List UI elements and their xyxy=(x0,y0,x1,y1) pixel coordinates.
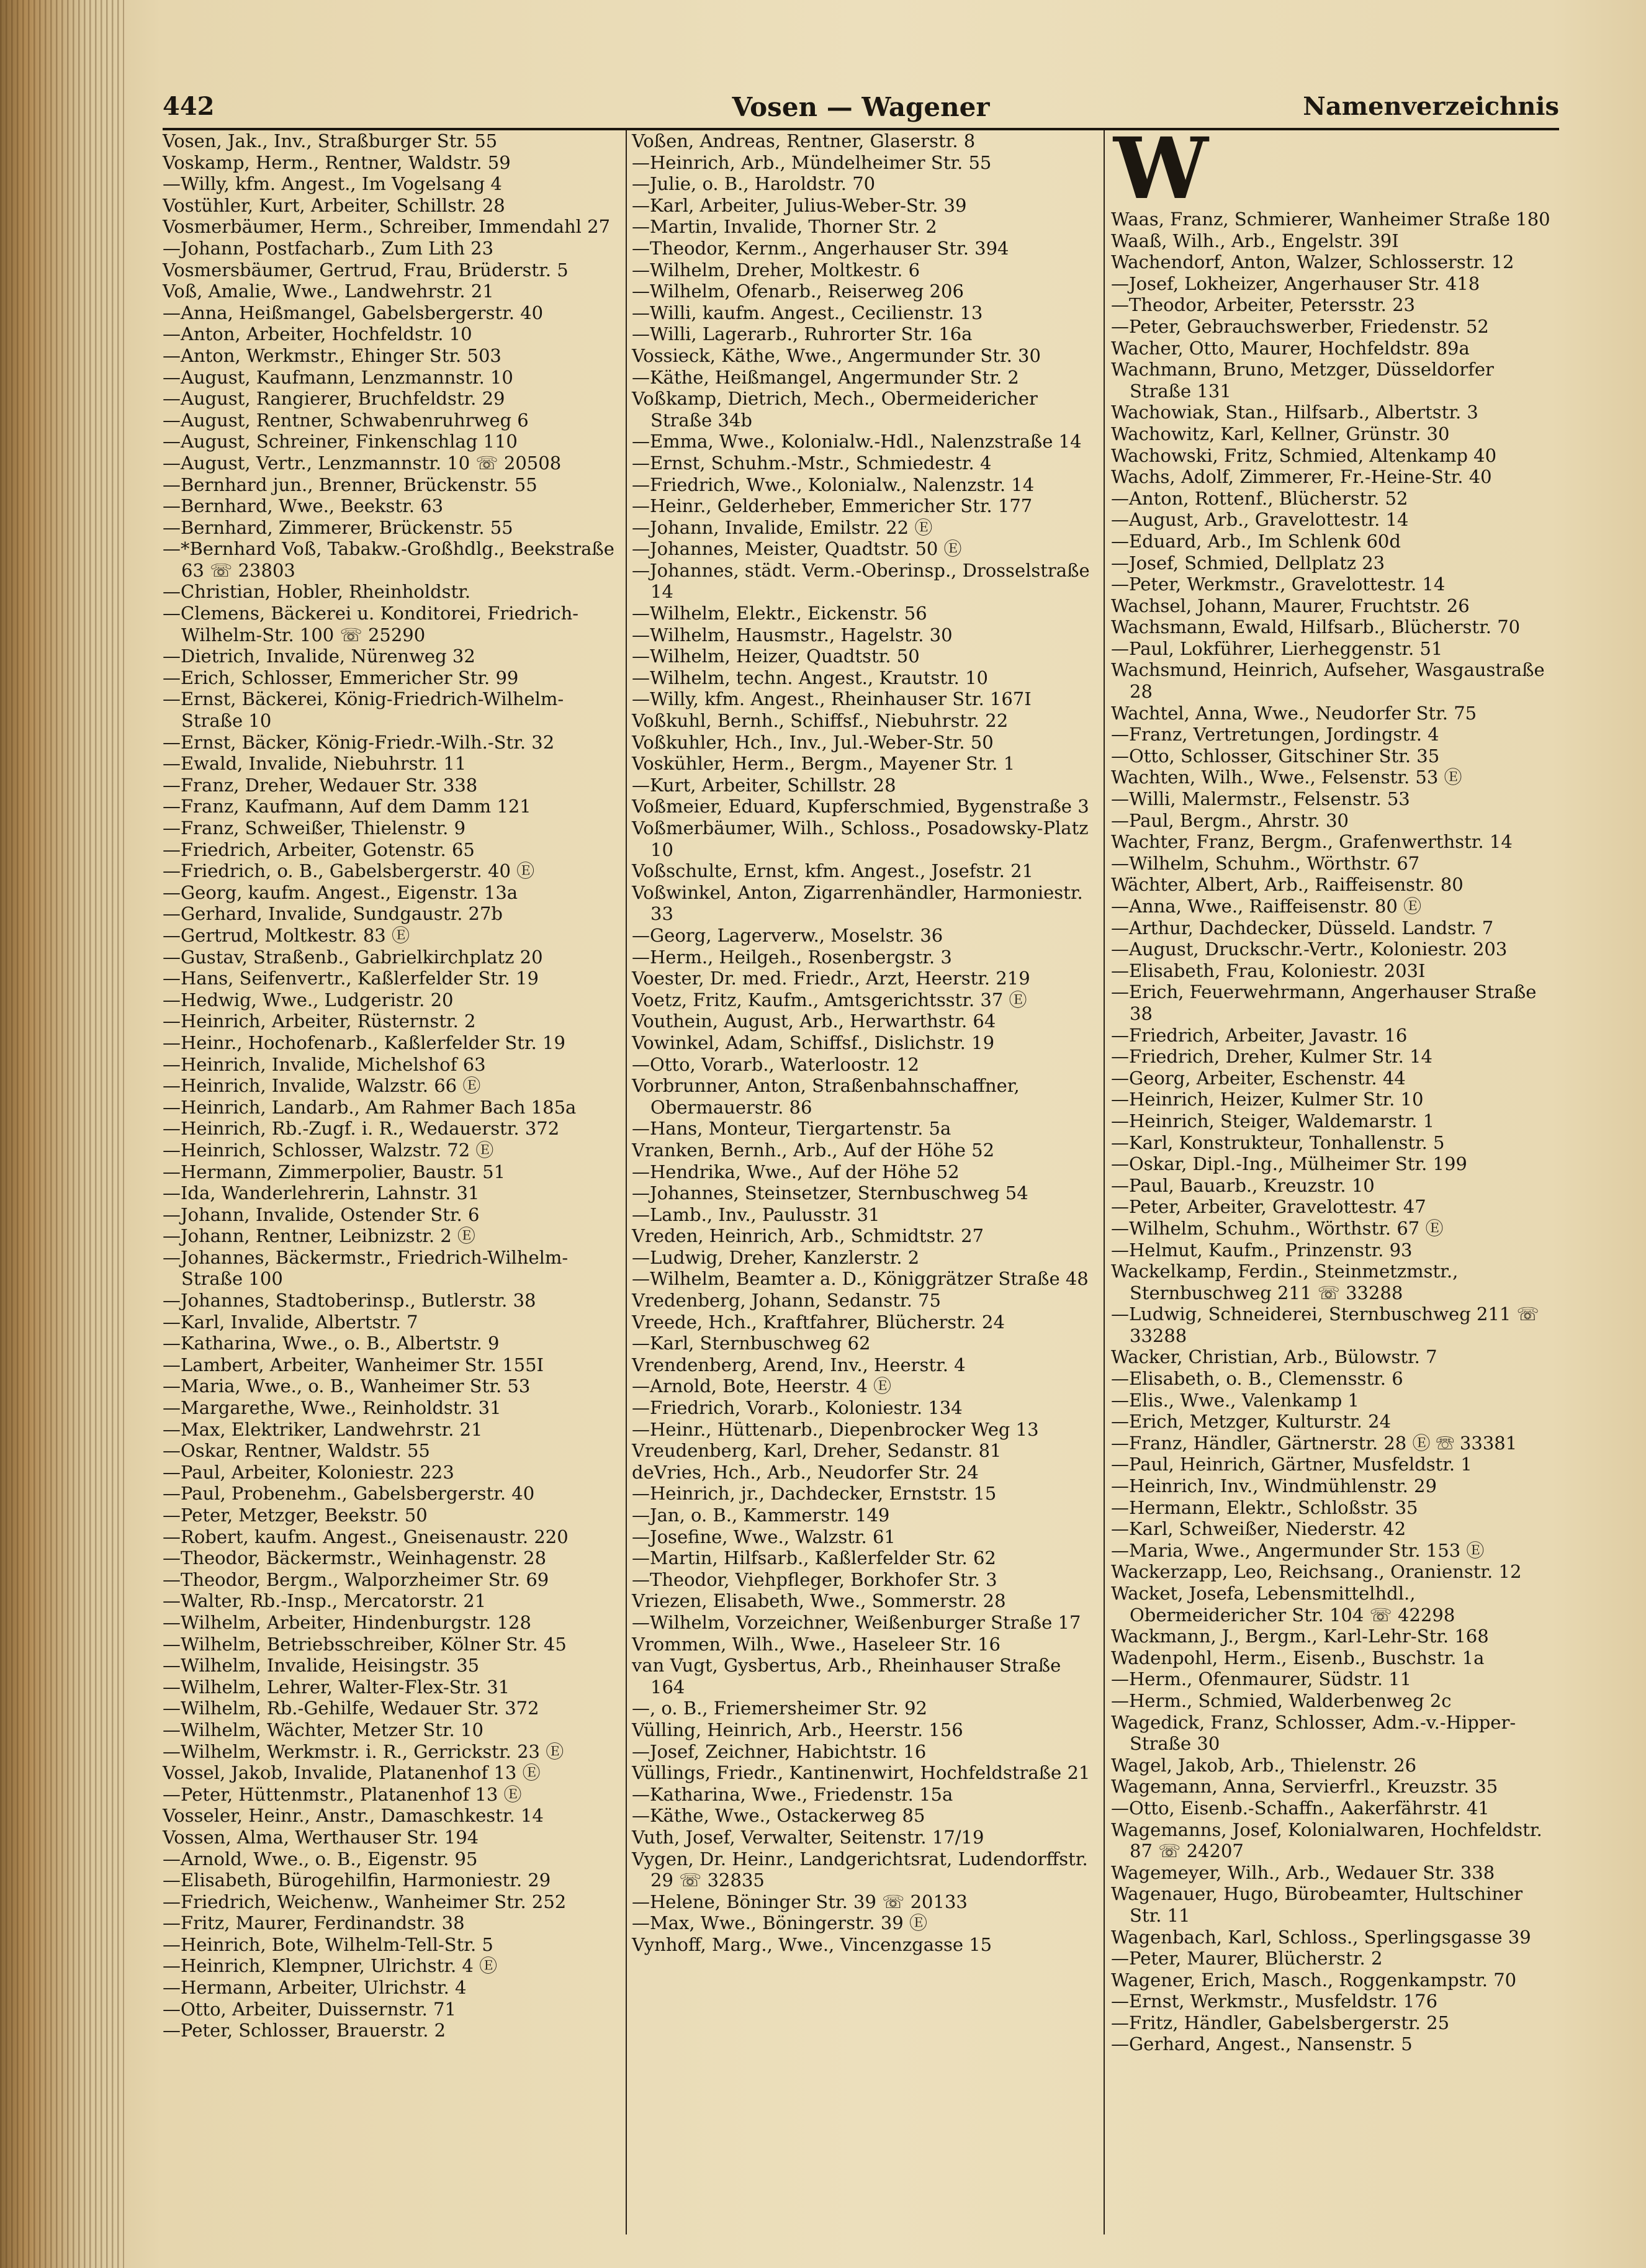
directory-entry: —Theodor, Viehpfleger, Borkhofer Str. 3 xyxy=(632,1568,997,1590)
directory-entry: —Herm., Ofenmaurer, Südstr. 11 xyxy=(1111,1668,1412,1690)
directory-entry: —Willy, kfm. Angest., Rheinhauser Str. 167I xyxy=(632,688,1032,710)
directory-entry: —Otto, Schlosser, Gitschiner Str. 35 xyxy=(1111,745,1440,767)
directory-entry: —Julie, o. B., Haroldstr. 70 xyxy=(632,173,876,195)
directory-entry: Wacher, Otto, Maurer, Hochfeldstr. 89a xyxy=(1111,337,1470,359)
directory-entry: —Peter, Gebrauchswerber, Friedenstr. 52 xyxy=(1111,315,1489,337)
directory-entry: —Heinr., Hochofenarb., Kaßlerfelder Str. 19 xyxy=(163,1032,565,1053)
directory-entry: —August, Kaufmann, Lenzmannstr. 10 xyxy=(163,366,513,388)
directory-entry: —Franz, Schweißer, Thielenstr. 9 xyxy=(163,817,466,839)
directory-entry: —Wilhelm, Werkmstr. i. R., Gerrickstr. 23 Ⓔ xyxy=(163,1740,564,1762)
directory-entry: —Ernst, Werkmstr., Musfeldstr. 176 xyxy=(1111,1991,1438,2012)
directory-entry: —August, Druckschr.-Vertr., Koloniestr. 203 xyxy=(1111,938,1508,960)
directory-entry: Voetz, Fritz, Kaufm., Amtsgerichtsstr. 37 Ⓔ xyxy=(632,989,1027,1010)
directory-entry: —Fritz, Maurer, Ferdinandstr. 38 xyxy=(163,1912,465,1934)
directory-entry: Vosmersbäumer, Gertrud, Frau, Brüderstr. 5 xyxy=(163,259,569,281)
directory-entry: Vossieck, Käthe, Wwe., Angermunder Str. 30 xyxy=(632,344,1041,366)
directory-entry: —Lamb., Inv., Paulusstr. 31 xyxy=(632,1204,880,1225)
directory-entry: —Heinrich, Inv., Windmühlenstr. 29 xyxy=(1111,1475,1437,1497)
column-1 xyxy=(163,130,625,2041)
directory-entry: —Johann, Rentner, Leibnizstr. 2 Ⓔ xyxy=(163,1225,475,1247)
directory-entry: —Wilhelm, Schuhm., Wörthstr. 67 Ⓔ xyxy=(1111,1217,1444,1239)
directory-entry: —Heinrich, Klempner, Ulrichstr. 4 Ⓔ xyxy=(163,1955,498,1977)
directory-entry: —August, Rentner, Schwabenruhrweg 6 xyxy=(163,409,529,431)
directory-entry: —Franz, Händler, Gärtnerstr. 28 Ⓔ ☏ 33381 xyxy=(1111,1432,1518,1454)
page-header xyxy=(163,92,1559,129)
directory-entry: Vreden, Heinrich, Arb., Schmidtstr. 27 xyxy=(632,1225,984,1247)
directory-entry: —Wilhelm, Beamter a. D., Königgrätzer Straße 48 xyxy=(632,1268,1089,1290)
directory-entry: Wacker, Christian, Arb., Bülowstr. 7 xyxy=(1111,1346,1437,1368)
directory-entry: Vreede, Hch., Kraftfahrer, Blücherstr. 24 xyxy=(632,1311,1005,1333)
directory-entry: —Eduard, Arb., Im Schlenk 60d xyxy=(1111,530,1401,552)
directory-entry: —Heinrich, Bote, Wilhelm-Tell-Str. 5 xyxy=(163,1933,493,1955)
directory-entry: —Theodor, Arbeiter, Petersstr. 23 xyxy=(1111,294,1415,316)
directory-entry: —Ewald, Invalide, Niebuhrstr. 11 xyxy=(163,753,467,775)
directory-entry: —Theodor, Bergm., Walporzheimer Str. 69 xyxy=(163,1568,549,1590)
directory-entry: van Vugt, Gysbertus, Arb., Rheinhauser Straße 164 xyxy=(632,1655,1061,1698)
section-title: Namenverzeichnis xyxy=(1303,92,1559,121)
column-divider xyxy=(1104,130,1105,2234)
directory-entry: —Heinrich, Landarb., Am Rahmer Bach 185a xyxy=(163,1096,577,1118)
directory-entry: —Helmut, Kaufm., Prinzenstr. 93 xyxy=(1111,1239,1413,1261)
directory-entry: Wachsel, Johann, Maurer, Fruchtstr. 26 xyxy=(1111,595,1470,616)
directory-entry: Vüllings, Friedr., Kantinenwirt, Hochfeldstraße 21 xyxy=(632,1762,1091,1784)
page-title: Vosen — Wagener xyxy=(732,92,990,122)
directory-entry: Wackmann, J., Bergm., Karl-Lehr-Str. 168 xyxy=(1111,1626,1489,1647)
directory-entry: —Käthe, Wwe., Ostackerweg 85 xyxy=(632,1805,925,1827)
directory-entry: —Wilhelm, Schuhm., Wörthstr. 67 xyxy=(1111,852,1420,874)
directory-entry: Vuth, Josef, Verwalter, Seitenstr. 17/19 xyxy=(632,1826,984,1848)
directory-entry: —Käthe, Heißmangel, Angermunder Str. 2 xyxy=(632,366,1019,388)
directory-entry: Voester, Dr. med. Friedr., Arzt, Heerstr. 219 xyxy=(632,968,1030,989)
directory-entry: Wachs, Adolf, Zimmerer, Fr.-Heine-Str. 40 xyxy=(1111,466,1492,488)
directory-entry: —Franz, Dreher, Wedauer Str. 338 xyxy=(163,774,478,796)
directory-entry: —Johann, Invalide, Ostender Str. 6 xyxy=(163,1204,480,1225)
directory-entry: —Johann, Postfacharb., Zum Lith 23 xyxy=(163,237,494,259)
directory-entry: Wagedick, Franz, Schlosser, Adm.-v.-Hipper-Straße 30 xyxy=(1111,1711,1516,1755)
directory-entry: —, o. B., Friemersheimer Str. 92 xyxy=(632,1698,928,1719)
directory-entry: —Gerhard, Invalide, Sundgaustr. 27b xyxy=(163,903,503,925)
directory-entry: —August, Arb., Gravelottestr. 14 xyxy=(1111,509,1409,531)
directory-entry: —Wilhelm, Hausmstr., Hagelstr. 30 xyxy=(632,624,953,646)
page-number: 442 xyxy=(163,92,215,121)
directory-entry: —Maria, Wwe., o. B., Wanheimer Str. 53 xyxy=(163,1375,531,1397)
directory-entry: Voßmerbäumer, Wilh., Schloss., Posadowsky-Platz 10 xyxy=(632,817,1089,860)
directory-entry: —Elis., Wwe., Valenkamp 1 xyxy=(1111,1389,1359,1411)
directory-entry: —Herm., Heilgeh., Rosenbergstr. 3 xyxy=(632,946,952,968)
directory-entry: —Franz, Vertretungen, Jordingstr. 4 xyxy=(1111,724,1439,745)
directory-entry: Vossel, Jakob, Invalide, Platanenhof 13 Ⓔ xyxy=(163,1762,541,1784)
directory-entry: —Johannes, Stadtoberinsp., Butlerstr. 38 xyxy=(163,1290,536,1312)
directory-entry: —Heinrich, Arbeiter, Rüsternstr. 2 xyxy=(163,1010,476,1032)
directory-entry: Vowinkel, Adam, Schiffsf., Dislichstr. 19 xyxy=(632,1032,995,1053)
directory-entry: —Wilhelm, Ofenarb., Reiserweg 206 xyxy=(632,281,964,302)
directory-entry: Vouthein, August, Arb., Herwarthstr. 64 xyxy=(632,1010,996,1032)
directory-entry: —Heinrich, Schlosser, Walzstr. 72 Ⓔ xyxy=(163,1139,494,1161)
directory-entry: Wachten, Wilh., Wwe., Felsenstr. 53 Ⓔ xyxy=(1111,767,1462,788)
directory-entry: —Johannes, Steinsetzer, Sternbuschweg 54 xyxy=(632,1182,1028,1204)
directory-entry: —Heinrich, Heizer, Kulmer Str. 10 xyxy=(1111,1089,1424,1110)
directory-entry: —Oskar, Dipl.-Ing., Mülheimer Str. 199 xyxy=(1111,1153,1467,1175)
directory-entry: —Peter, Werkmstr., Gravelottestr. 14 xyxy=(1111,574,1446,595)
directory-entry: —Heinrich, Invalide, Michelshof 63 xyxy=(163,1053,486,1075)
directory-entry: —Oskar, Rentner, Waldstr. 55 xyxy=(163,1440,430,1462)
directory-entry: —Friedrich, Wwe., Kolonialw., Nalenzstr. 14 xyxy=(632,474,1035,495)
directory-entry: Waas, Franz, Schmierer, Wanheimer Straße 180 xyxy=(1111,209,1550,230)
directory-entry: —Heinrich, jr., Dachdecker, Ernststr. 15 xyxy=(632,1483,997,1505)
directory-entry: —Johannes, Meister, Quadtstr. 50 Ⓔ xyxy=(632,538,962,560)
directory-entry: —Heinrich, Arb., Mündelheimer Str. 55 xyxy=(632,151,992,173)
directory-entry: —Georg, Lagerverw., Moselstr. 36 xyxy=(632,924,943,946)
directory-entry: Vreudenberg, Karl, Dreher, Sedanstr. 81 xyxy=(632,1440,1002,1462)
directory-entry: —Katharina, Wwe., Friedenstr. 15a xyxy=(632,1783,953,1805)
directory-entry: Wagel, Jakob, Arb., Thielenstr. 26 xyxy=(1111,1754,1417,1776)
directory-entry: —*Bernhard Voß, Tabakw.-Großhdlg., Beekstraße 63 ☏ 23803 xyxy=(163,538,614,581)
directory-entry: Vostühler, Kurt, Arbeiter, Schillstr. 28 xyxy=(163,194,505,216)
directory-entry: —Willi, Lagerarb., Ruhrorter Str. 16a xyxy=(632,323,973,345)
directory-entry: —Karl, Sternbuschweg 62 xyxy=(632,1333,871,1354)
directory-entry: —Johannes, Bäckermstr., Friedrich-Wilhelm-Straße 100 xyxy=(163,1246,569,1290)
directory-entry: —Hans, Seifenvertr., Kaßlerfelder Str. 19 xyxy=(163,968,539,989)
book-page-edges xyxy=(0,0,124,2268)
directory-entry: —Erich, Feuerwehrmann, Angerhauser Straße 38 xyxy=(1111,981,1537,1024)
directory-entry: —Clemens, Bäckerei u. Konditorei, Friedrich-Wilhelm-Str. 100 ☏ 25290 xyxy=(163,603,579,646)
directory-entry: —Heinr., Hüttenarb., Diepenbrocker Weg 13 xyxy=(632,1418,1039,1440)
directory-entry: Wachowitz, Karl, Kellner, Grünstr. 30 xyxy=(1111,423,1450,444)
directory-entry: —Ernst, Bäckerei, König-Friedrich-Wilhelm-Straße 10 xyxy=(163,688,564,732)
directory-entry: —Katharina, Wwe., o. B., Albertstr. 9 xyxy=(163,1333,500,1354)
directory-entry: —Maria, Wwe., Angermunder Str. 153 Ⓔ xyxy=(1111,1539,1485,1561)
directory-entry: Wächter, Albert, Arb., Raiffeisenstr. 80 xyxy=(1111,874,1464,896)
directory-entry: —Hedwig, Wwe., Ludgeristr. 20 xyxy=(163,989,454,1010)
directory-entry: —Ernst, Schuhm.-Mstr., Schmiedestr. 4 xyxy=(632,452,992,474)
directory-entry: —Wilhelm, Vorzeichner, Weißenburger Straße 17 xyxy=(632,1611,1081,1633)
directory-entry: —Friedrich, Arbeiter, Javastr. 16 xyxy=(1111,1024,1408,1046)
directory-entry: —Erich, Metzger, Kulturstr. 24 xyxy=(1111,1411,1392,1433)
directory-entry: Wachsmann, Ewald, Hilfsarb., Blücherstr. 70 xyxy=(1111,616,1521,638)
directory-entry: —Karl, Arbeiter, Julius-Weber-Str. 39 xyxy=(632,194,967,216)
directory-entry: Voßmeier, Eduard, Kupferschmied, Bygenstraße 3 xyxy=(632,796,1089,817)
directory-entry: Vossen, Alma, Werthauser Str. 194 xyxy=(163,1826,479,1848)
directory-entry: Voß, Amalie, Wwe., Landwehrstr. 21 xyxy=(163,281,494,302)
directory-entry: —Bernhard, Wwe., Beekstr. 63 xyxy=(163,495,444,517)
directory-entry: —Paul, Bergm., Ahrstr. 30 xyxy=(1111,809,1349,831)
directory-entry: —Willy, kfm. Angest., Im Vogelsang 4 xyxy=(163,173,502,195)
directory-entry: —Elisabeth, o. B., Clemensstr. 6 xyxy=(1111,1368,1403,1390)
directory-entry: —Heinr., Gelderheber, Emmericher Str. 177 xyxy=(632,495,1033,517)
column-2 xyxy=(632,130,1094,1955)
directory-entry: Wagemann, Anna, Servierfrl., Kreuzstr. 35 xyxy=(1111,1776,1498,1798)
directory-entry: —Christian, Hobler, Rheinholdstr. xyxy=(163,581,471,603)
directory-entry: Wagemeyer, Wilh., Arb., Wedauer Str. 338 xyxy=(1111,1861,1495,1883)
directory-entry: —Josef, Lokheizer, Angerhauser Str. 418 xyxy=(1111,272,1480,294)
directory-entry: —Gertrud, Moltkestr. 83 Ⓔ xyxy=(163,924,410,946)
directory-entry: Voßen, Andreas, Rentner, Glaserstr. 8 xyxy=(632,130,976,151)
directory-entry: —Friedrich, Weichenw., Wanheimer Str. 252 xyxy=(163,1891,567,1912)
section-letter: W xyxy=(1113,119,1208,218)
directory-entry: —Wilhelm, Elektr., Eickenstr. 56 xyxy=(632,603,927,624)
directory-entry: —Anna, Wwe., Raiffeisenstr. 80 Ⓔ xyxy=(1111,896,1422,917)
directory-entry: —Walter, Rb.-Insp., Mercatorstr. 21 xyxy=(163,1590,487,1612)
directory-entry: Voskamp, Herm., Rentner, Waldstr. 59 xyxy=(163,151,511,173)
directory-entry: Vynhoff, Marg., Wwe., Vincenzgasse 15 xyxy=(632,1933,992,1955)
directory-entry: —Wilhelm, Dreher, Moltkestr. 6 xyxy=(632,259,920,281)
directory-entry: —Friedrich, o. B., Gabelsbergerstr. 40 Ⓔ xyxy=(163,860,535,882)
directory-entry: —Paul, Arbeiter, Koloniestr. 223 xyxy=(163,1461,454,1483)
directory-entry: Vosseler, Heinr., Anstr., Damaschkestr. 14 xyxy=(163,1805,544,1827)
directory-entry: Wachowski, Fritz, Schmied, Altenkamp 40 xyxy=(1111,444,1497,466)
directory-entry: —Wilhelm, Wächter, Metzer Str. 10 xyxy=(163,1719,483,1740)
directory-entry: —Wilhelm, techn. Angest., Krautstr. 10 xyxy=(632,667,988,688)
directory-entry: —Karl, Schweißer, Niederstr. 42 xyxy=(1111,1518,1406,1540)
directory-entry: —Willi, Malermstr., Felsenstr. 53 xyxy=(1111,788,1410,810)
directory-entry: —Paul, Bauarb., Kreuzstr. 10 xyxy=(1111,1174,1375,1196)
directory-entry: —Josef, Schmied, Dellplatz 23 xyxy=(1111,552,1385,574)
directory-entry: Wachowiak, Stan., Hilfsarb., Albertstr. 3 xyxy=(1111,402,1478,423)
directory-entry: —Otto, Eisenb.-Schaffn., Aakerfährstr. 41 xyxy=(1111,1797,1490,1819)
directory-entry: Vranken, Bernh., Arb., Auf der Höhe 52 xyxy=(632,1139,995,1161)
directory-entry: —August, Rangierer, Bruchfeldstr. 29 xyxy=(163,388,505,410)
directory-entry: —Gustav, Straßenb., Gabrielkirchplatz 20 xyxy=(163,946,543,968)
directory-entry: —Otto, Arbeiter, Duissernstr. 71 xyxy=(163,1998,456,2020)
directory-entry: —Heinrich, Steiger, Waldemarstr. 1 xyxy=(1111,1110,1435,1132)
directory-entry: Wachtel, Anna, Wwe., Neudorfer Str. 75 xyxy=(1111,702,1477,724)
directory-entry: Wachmann, Bruno, Metzger, Düsseldorfer Straße 131 xyxy=(1111,359,1494,402)
directory-entry: Wagenauer, Hugo, Bürobeamter, Hultschiner Str. 11 xyxy=(1111,1883,1523,1926)
directory-entry: —Wilhelm, Invalide, Heisingstr. 35 xyxy=(163,1655,480,1676)
directory-entry: Wadenpohl, Herm., Eisenb., Buschstr. 1a xyxy=(1111,1647,1485,1668)
directory-entry: —Friedrich, Vorarb., Koloniestr. 134 xyxy=(632,1397,963,1419)
directory-entry: —Johann, Invalide, Emilstr. 22 Ⓔ xyxy=(632,516,933,538)
directory-entry: Wagenbach, Karl, Schloss., Sperlingsgasse 39 xyxy=(1111,1926,1531,1948)
directory-entry: —Willi, kaufm. Angest., Cecilienstr. 13 xyxy=(632,302,983,323)
directory-entry: —Anton, Werkmstr., Ehinger Str. 503 xyxy=(163,344,501,366)
directory-entry: Voßkuhl, Bernh., Schiffsf., Niebuhrstr. 22 xyxy=(632,710,1009,732)
directory-entry: Vredenberg, Johann, Sedanstr. 75 xyxy=(632,1290,941,1312)
directory-entry: Vorbrunner, Anton, Straßenbahnschaffner, Obermauerstr. 86 xyxy=(632,1075,1020,1118)
directory-entry: Wagener, Erich, Masch., Roggenkampstr. 70 xyxy=(1111,1969,1517,1991)
directory-entry: —Ludwig, Dreher, Kanzlerstr. 2 xyxy=(632,1246,920,1268)
directory-entry: —Kurt, Arbeiter, Schillstr. 28 xyxy=(632,774,896,796)
directory-entry: —Friedrich, Dreher, Kulmer Str. 14 xyxy=(1111,1046,1432,1068)
directory-entry: —Emma, Wwe., Kolonialw.-Hdl., Nalenzstraße 14 xyxy=(632,431,1082,452)
directory-entry: Voßwinkel, Anton, Zigarrenhändler, Harmoniestr. 33 xyxy=(632,881,1083,925)
directory-entry: Voßschulte, Ernst, kfm. Angest., Josefstr. 21 xyxy=(632,860,1033,882)
directory-entry: Wachendorf, Anton, Walzer, Schlosserstr. 12 xyxy=(1111,251,1514,273)
directory-entry: —Lambert, Arbeiter, Wanheimer Str. 155I xyxy=(163,1354,544,1375)
directory-entry: —Josefine, Wwe., Walzstr. 61 xyxy=(632,1526,896,1547)
directory-entry: —Wilhelm, Rb.-Gehilfe, Wedauer Str. 372 xyxy=(163,1698,539,1719)
directory-entry: —Elisabeth, Bürogehilfin, Harmoniestr. 29 xyxy=(163,1870,551,1891)
directory-entry: —Wilhelm, Arbeiter, Hindenburgstr. 128 xyxy=(163,1611,531,1633)
directory-entry: —Bernhard, Zimmerer, Brückenstr. 55 xyxy=(163,516,513,538)
directory-entry: —Wilhelm, Lehrer, Walter-Flex-Str. 31 xyxy=(163,1676,510,1698)
directory-entry: —Ludwig, Schneiderei, Sternbuschweg 211 ☏ 33288 xyxy=(1111,1303,1539,1346)
directory-entry: —Georg, kaufm. Angest., Eigenstr. 13a xyxy=(163,881,518,903)
directory-entry: —Heinrich, Rb.-Zugf. i. R., Wedauerstr. 372 xyxy=(163,1118,560,1140)
directory-entry: deVries, Hch., Arb., Neudorfer Str. 24 xyxy=(632,1461,979,1483)
directory-entry: —Helene, Böninger Str. 39 ☏ 20133 xyxy=(632,1891,968,1912)
directory-entry: —Elisabeth, Frau, Koloniestr. 203I xyxy=(1111,960,1426,981)
directory-entry: —Otto, Vorarb., Waterloostr. 12 xyxy=(632,1053,919,1075)
directory-entry: —Johannes, städt. Verm.-Oberinsp., Drosselstraße 14 xyxy=(632,559,1090,603)
directory-entry: —Arnold, Wwe., o. B., Eigenstr. 95 xyxy=(163,1848,478,1870)
directory-entry: —Wilhelm, Heizer, Quadtstr. 50 xyxy=(632,646,920,667)
directory-entry: Wagemanns, Josef, Kolonialwaren, Hochfeldstr. 87 ☏ 24207 xyxy=(1111,1819,1542,1862)
directory-entry: —Georg, Arbeiter, Eschenstr. 44 xyxy=(1111,1067,1406,1089)
directory-entry: —Ernst, Bäcker, König-Friedr.-Wilh.-Str. 32 xyxy=(163,731,555,753)
directory-entry: —Arnold, Bote, Heerstr. 4 Ⓔ xyxy=(632,1375,892,1397)
directory-entry: —Paul, Lokführer, Lierheggenstr. 51 xyxy=(1111,637,1443,659)
directory-entry: —Robert, kaufm. Angest., Gneisenaustr. 220 xyxy=(163,1526,569,1547)
directory-entry: —Hermann, Arbeiter, Ulrichstr. 4 xyxy=(163,1977,467,1999)
directory-entry: —Peter, Maurer, Blücherstr. 2 xyxy=(1111,1948,1383,1969)
directory-entry: —Peter, Hüttenmstr., Platanenhof 13 Ⓔ xyxy=(163,1783,522,1805)
directory-entry: —Peter, Metzger, Beekstr. 50 xyxy=(163,1505,428,1526)
directory-entry: —Heinrich, Invalide, Walzstr. 66 Ⓔ xyxy=(163,1075,481,1097)
directory-entry: —Franz, Kaufmann, Auf dem Damm 121 xyxy=(163,796,531,817)
directory-entry: —Jan, o. B., Kammerstr. 149 xyxy=(632,1505,890,1526)
directory-entry: —Fritz, Händler, Gabelsbergerstr. 25 xyxy=(1111,2012,1450,2033)
directory-entry: —Hans, Monteur, Tiergartenstr. 5a xyxy=(632,1118,951,1140)
directory-entry: —Martin, Invalide, Thorner Str. 2 xyxy=(632,216,937,238)
directory-entry: —Friedrich, Arbeiter, Gotenstr. 65 xyxy=(163,839,475,860)
directory-entry: —Bernhard jun., Brenner, Brückenstr. 55 xyxy=(163,474,537,495)
directory-entry: Vülling, Heinrich, Arb., Heerstr. 156 xyxy=(632,1719,963,1740)
directory-entry: —August, Schreiner, Finkenschlag 110 xyxy=(163,431,518,452)
directory-entry: —Anna, Heißmangel, Gabelsbergerstr. 40 xyxy=(163,302,544,323)
directory-entry: Wackerzapp, Leo, Reichsang., Oranienstr. 12 xyxy=(1111,1561,1522,1583)
directory-entry: —Theodor, Bäckermstr., Weinhagenstr. 28 xyxy=(163,1547,547,1569)
directory-entry: —Dietrich, Invalide, Nürenweg 32 xyxy=(163,646,475,667)
directory-entry: —Anton, Rottenf., Blücherstr. 52 xyxy=(1111,487,1408,509)
directory-entry: Voskühler, Herm., Bergm., Mayener Str. 1 xyxy=(632,753,1015,775)
directory-entry: —Josef, Zeichner, Habichtstr. 16 xyxy=(632,1740,927,1762)
directory-entry: —Hermann, Elektr., Schloßstr. 35 xyxy=(1111,1496,1418,1518)
column-3 xyxy=(1111,119,1559,2055)
directory-entry: Vriezen, Elisabeth, Wwe., Sommerstr. 28 xyxy=(632,1590,1006,1612)
directory-entry: Vygen, Dr. Heinr., Landgerichtsrat, Ludendorffstr. 29 ☏ 32835 xyxy=(632,1848,1088,1891)
directory-entry: —Peter, Schlosser, Brauerstr. 2 xyxy=(163,2020,446,2041)
directory-entry: —Anton, Arbeiter, Hochfeldstr. 10 xyxy=(163,323,472,345)
directory-entry: Vrendenberg, Arend, Inv., Heerstr. 4 xyxy=(632,1354,966,1375)
directory-entry: Vrommen, Wilh., Wwe., Haseleer Str. 16 xyxy=(632,1633,1001,1655)
directory-entry: —Wilhelm, Betriebsschreiber, Kölner Str. 45 xyxy=(163,1633,567,1655)
directory-entry: Wachter, Franz, Bergm., Grafenwerthstr. 14 xyxy=(1111,831,1513,853)
directory-entry: —Paul, Probenehm., Gabelsbergerstr. 40 xyxy=(163,1483,535,1505)
directory-entry: Wackelkamp, Ferdin., Steinmetzmstr., Sternbuschweg 211 ☏ 33288 xyxy=(1111,1261,1459,1303)
directory-entry: —Martin, Hilfsarb., Kaßlerfelder Str. 62 xyxy=(632,1547,996,1569)
directory-entry: Voßkuhler, Hch., Inv., Jul.-Weber-Str. 50 xyxy=(632,731,994,753)
directory-entry: —Karl, Invalide, Albertstr. 7 xyxy=(163,1311,418,1333)
directory-entry: Voßkamp, Dietrich, Mech., Obermeidericher Straße 34b xyxy=(632,388,1038,431)
directory-entry: —August, Vertr., Lenzmannstr. 10 ☏ 20508 xyxy=(163,452,562,474)
directory-entry: —Paul, Heinrich, Gärtner, Musfeldstr. 1 xyxy=(1111,1454,1472,1475)
directory-entry: Vosmerbäumer, Herm., Schreiber, Immendahl 27 xyxy=(163,216,611,238)
directory-entry: —Hermann, Zimmerpolier, Baustr. 51 xyxy=(163,1161,506,1182)
directory-entry: —Arthur, Dachdecker, Düsseld. Landstr. 7 xyxy=(1111,917,1494,938)
directory-entry: —Erich, Schlosser, Emmericher Str. 99 xyxy=(163,667,519,688)
directory-entry: —Max, Wwe., Böningerstr. 39 Ⓔ xyxy=(632,1912,927,1934)
directory-entry: —Hendrika, Wwe., Auf der Höhe 52 xyxy=(632,1161,960,1182)
directory-entry: —Max, Elektriker, Landwehrstr. 21 xyxy=(163,1418,483,1440)
column-divider xyxy=(626,130,627,2234)
directory-entry: Waaß, Wilh., Arb., Engelstr. 39I xyxy=(1111,230,1399,251)
directory-entry: Vosen, Jak., Inv., Straßburger Str. 55 xyxy=(163,130,498,151)
directory-entry: —Ida, Wanderlehrerin, Lahnstr. 31 xyxy=(163,1182,480,1204)
directory-entry: —Gerhard, Angest., Nansenstr. 5 xyxy=(1111,2033,1413,2055)
directory-entry: —Karl, Konstrukteur, Tonhallenstr. 5 xyxy=(1111,1132,1445,1153)
directory-entry: —Theodor, Kernm., Angerhauser Str. 394 xyxy=(632,237,1009,259)
directory-entry: Wachsmund, Heinrich, Aufseher, Wasgaustraße 28 xyxy=(1111,659,1545,703)
directory-entry: —Herm., Schmied, Walderbenweg 2c xyxy=(1111,1690,1452,1711)
directory-entry: Wacket, Josefa, Lebensmittelhdl., Obermeidericher Str. 104 ☏ 42298 xyxy=(1111,1583,1455,1626)
directory-entry: —Margarethe, Wwe., Reinholdstr. 31 xyxy=(163,1397,501,1419)
directory-entry: —Peter, Arbeiter, Gravelottestr. 47 xyxy=(1111,1196,1426,1218)
